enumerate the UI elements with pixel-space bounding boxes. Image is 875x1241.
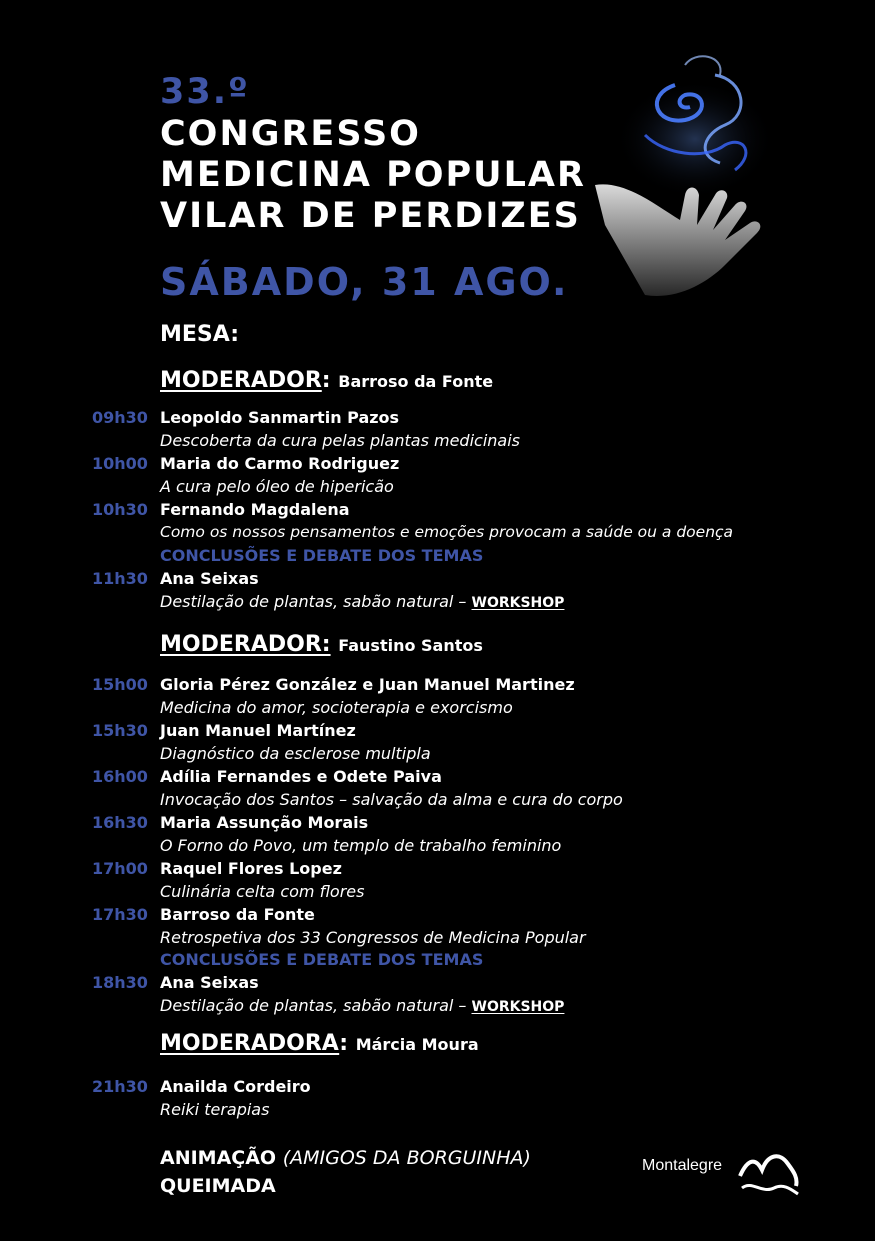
- speaker-name: Ana Seixas: [160, 973, 259, 992]
- moderator-heading-1: [160, 368, 493, 393]
- conclusions-debate: CONCLUSÕES E DEBATE DOS TEMAS: [160, 950, 484, 969]
- mountain-wave-icon: [738, 1150, 800, 1196]
- moderator-label: MODERADORA: [160, 1031, 340, 1056]
- moderator-name: Márcia Moura: [355, 1035, 479, 1054]
- moderator-label: MODERADOR:: [160, 632, 331, 657]
- speaker-name: Maria Assunção Morais: [160, 813, 369, 832]
- edition-number: 33.º: [160, 72, 250, 112]
- talk-topic: Reiki terapias: [160, 1100, 270, 1119]
- talk-topic: Invocação dos Santos – salvação da alma e cura do corpo: [160, 790, 623, 809]
- montalegre-logo: [640, 1150, 810, 1200]
- talk-topic: Medicina do amor, socioterapia e exorcismo: [160, 698, 513, 717]
- speaker-name: Adília Fernandes e Odete Paiva: [160, 767, 442, 786]
- time-slot: 21h30: [92, 1077, 148, 1096]
- time-slot: 15h00: [92, 675, 148, 694]
- time-slot: 17h30: [92, 905, 148, 924]
- speaker-name: Barroso da Fonte: [160, 905, 315, 924]
- time-slot: 10h00: [92, 454, 148, 473]
- speaker-name: Fernando Magdalena: [160, 500, 350, 519]
- time-slot: 09h30: [92, 408, 148, 427]
- time-slot: 10h30: [92, 500, 148, 519]
- hand-smoke-illustration: [585, 45, 815, 315]
- animacao-line: [160, 1147, 531, 1169]
- talk-topic: Retrospetiva dos 33 Congressos de Medicina Popular: [160, 928, 586, 947]
- moderator-name: Barroso da Fonte: [338, 372, 494, 391]
- talk-topic: Culinária celta com flores: [160, 882, 365, 901]
- speaker-name: Anailda Cordeiro: [160, 1077, 311, 1096]
- talk-topic-text: Destilação de plantas, sabão natural –: [160, 592, 472, 611]
- time-slot: 16h00: [92, 767, 148, 786]
- workshop-tag: WORKSHOP: [471, 999, 565, 1015]
- queimada-line: QUEIMADA: [160, 1175, 276, 1197]
- moderator-heading-2: [160, 632, 483, 657]
- speaker-name: Gloria Pérez González e Juan Manuel Martinez: [160, 675, 575, 694]
- speaker-name: Raquel Flores Lopez: [160, 859, 342, 878]
- time-slot: 16h30: [92, 813, 148, 832]
- workshop-tag: WORKSHOP: [471, 595, 565, 611]
- event-date: SÁBADO, 31 AGO.: [160, 260, 569, 304]
- talk-topic: A cura pelo óleo de hipericão: [160, 477, 394, 496]
- moderator-label: MODERADOR: [160, 368, 322, 393]
- time-slot: 18h30: [92, 973, 148, 992]
- talk-topic: Descoberta da cura pelas plantas medicinais: [160, 431, 520, 450]
- talk-topic: [160, 996, 564, 1015]
- talk-topic: Como os nossos pensamentos e emoções provocam a saúde ou a doença: [160, 523, 734, 541]
- talk-topic: Diagnóstico da esclerose multipla: [160, 744, 431, 763]
- speaker-name: Ana Seixas: [160, 569, 259, 588]
- conclusions-debate: CONCLUSÕES E DEBATE DOS TEMAS: [160, 546, 484, 565]
- moderator-heading-3: [160, 1031, 479, 1056]
- title-line-medicina: MEDICINA POPULAR: [160, 155, 586, 195]
- moderator-colon: :: [339, 1031, 349, 1056]
- animacao-detail: (AMIGOS DA BORGUINHA): [282, 1147, 531, 1169]
- talk-topic: [160, 592, 564, 611]
- mesa-heading: MESA:: [160, 322, 239, 347]
- talk-topic: O Forno do Povo, um templo de trabalho feminino: [160, 836, 562, 855]
- speaker-name: Juan Manuel Martínez: [160, 721, 356, 740]
- title-line-vilar: VILAR DE PERDIZES: [160, 196, 581, 236]
- talk-topic-text: Destilação de plantas, sabão natural –: [160, 996, 472, 1015]
- animacao-label: ANIMAÇÃO: [160, 1147, 277, 1169]
- time-slot: 11h30: [92, 569, 148, 588]
- moderator-name: Faustino Santos: [338, 636, 483, 655]
- speaker-name: Maria do Carmo Rodriguez: [160, 454, 400, 473]
- speaker-name: Leopoldo Sanmartin Pazos: [160, 408, 400, 427]
- logo-text: Montalegre: [642, 1157, 723, 1174]
- title-line-congresso: CONGRESSO: [160, 114, 421, 154]
- time-slot: 17h00: [92, 859, 148, 878]
- moderator-colon: :: [321, 368, 331, 393]
- time-slot: 15h30: [92, 721, 148, 740]
